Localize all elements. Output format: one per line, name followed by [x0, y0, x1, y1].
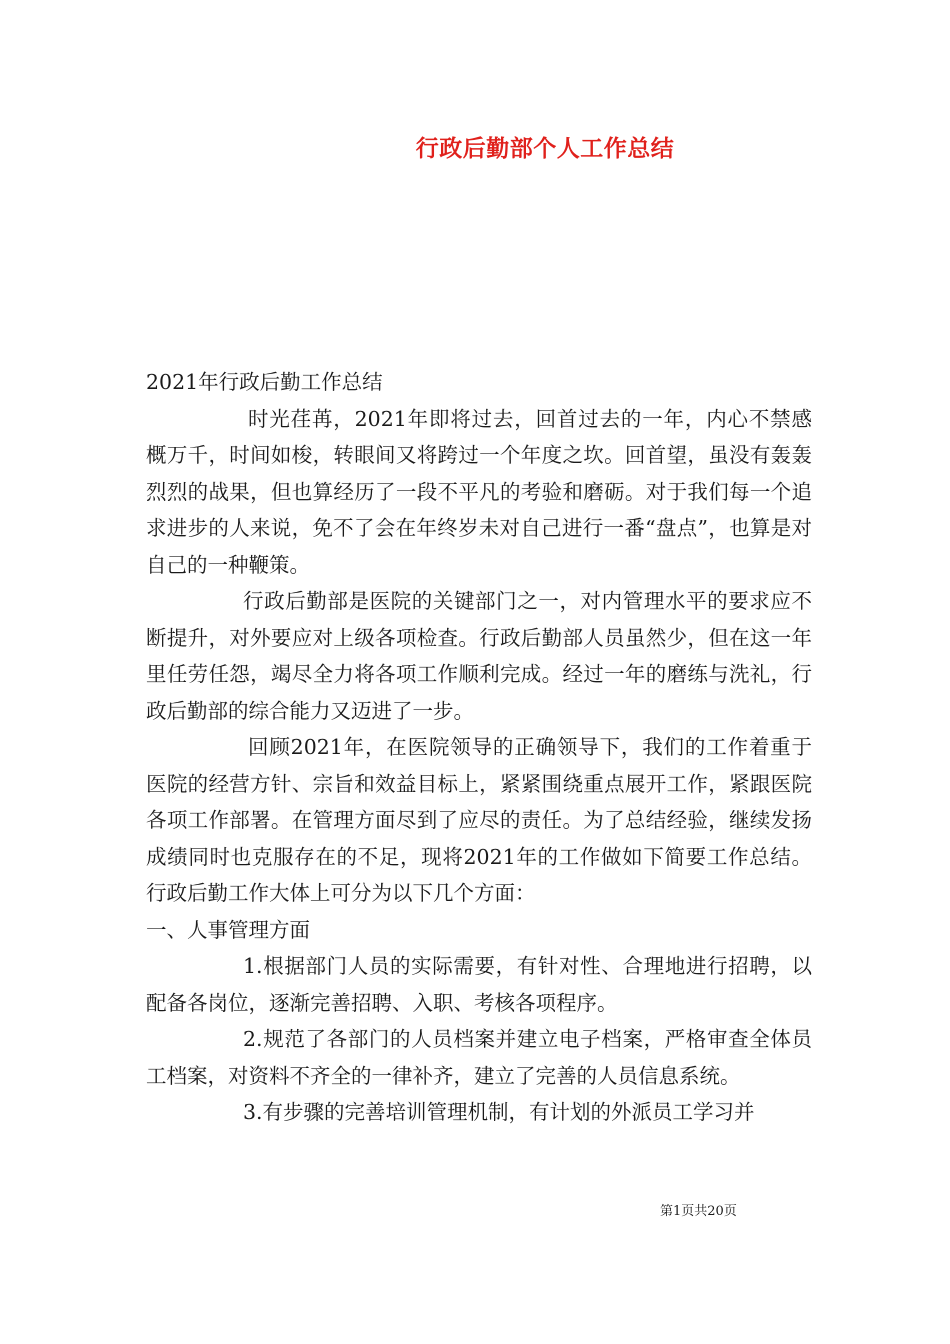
list-item: 2.规范了各部门的人员档案并建立电子档案，严格审查全体员工档案，对资料不齐全的一律补齐，建立了完善的人员信息系统。 — [146, 1027, 812, 1088]
document-title: 行政后勤部个人工作总结 — [415, 135, 675, 162]
body-paragraph: 行政后勤部是医院的关键部门之一，对内管理水平的要求应不断提升，对外要应对上级各项检查。行政后勤部人员虽然少，但在这一年里任劳任怨，竭尽全力将各项工作顺利完成。经过一年的磨练与洗礼，行政后勤部的综合能力又迈进了一步。 — [146, 589, 812, 723]
document-subtitle: 2021年行政后勤工作总结 — [146, 370, 383, 394]
page-number: 第1页共20页 — [660, 1204, 737, 1219]
list-item: 1.根据部门人员的实际需要，有针对性、合理地进行招聘，以配备各岗位，逐渐完善招聘、入职、考核各项程序。 — [146, 954, 812, 1015]
section-heading: 一、人事管理方面 — [146, 917, 310, 942]
document-body — [146, 364, 812, 1131]
body-paragraph: 回顾2021年，在医院领导的正确领导下，我们的工作着重于医院的经营方针、宗旨和效益目标上，紧紧围绕重点展开工作，紧跟医院各项工作部署。在管理方面尽到了应尽的责任。为了总结经验，继续发扬成绩同时也克服存在的不足，现将2021年的工作做如下简要工作总结。行政后勤工作大体上可分为以下几个方面： — [146, 735, 812, 905]
body-paragraph: 时光荏苒，2021年即将过去，回首过去的一年，内心不禁感概万千，时间如梭，转眼间又将跨过一个年度之坎。回首望，虽没有轰轰烈烈的战果，但也算经历了一段不平凡的考验和磨砺。对于我们每一个追求进步的人来说，免不了会在年终岁未对自己进行一番“盘点”，也算是对自己的一种鞭策。 — [146, 406, 812, 577]
list-item: 3.有步骤的完善培训管理机制，有计划的外派员工学习并 — [243, 1100, 755, 1124]
